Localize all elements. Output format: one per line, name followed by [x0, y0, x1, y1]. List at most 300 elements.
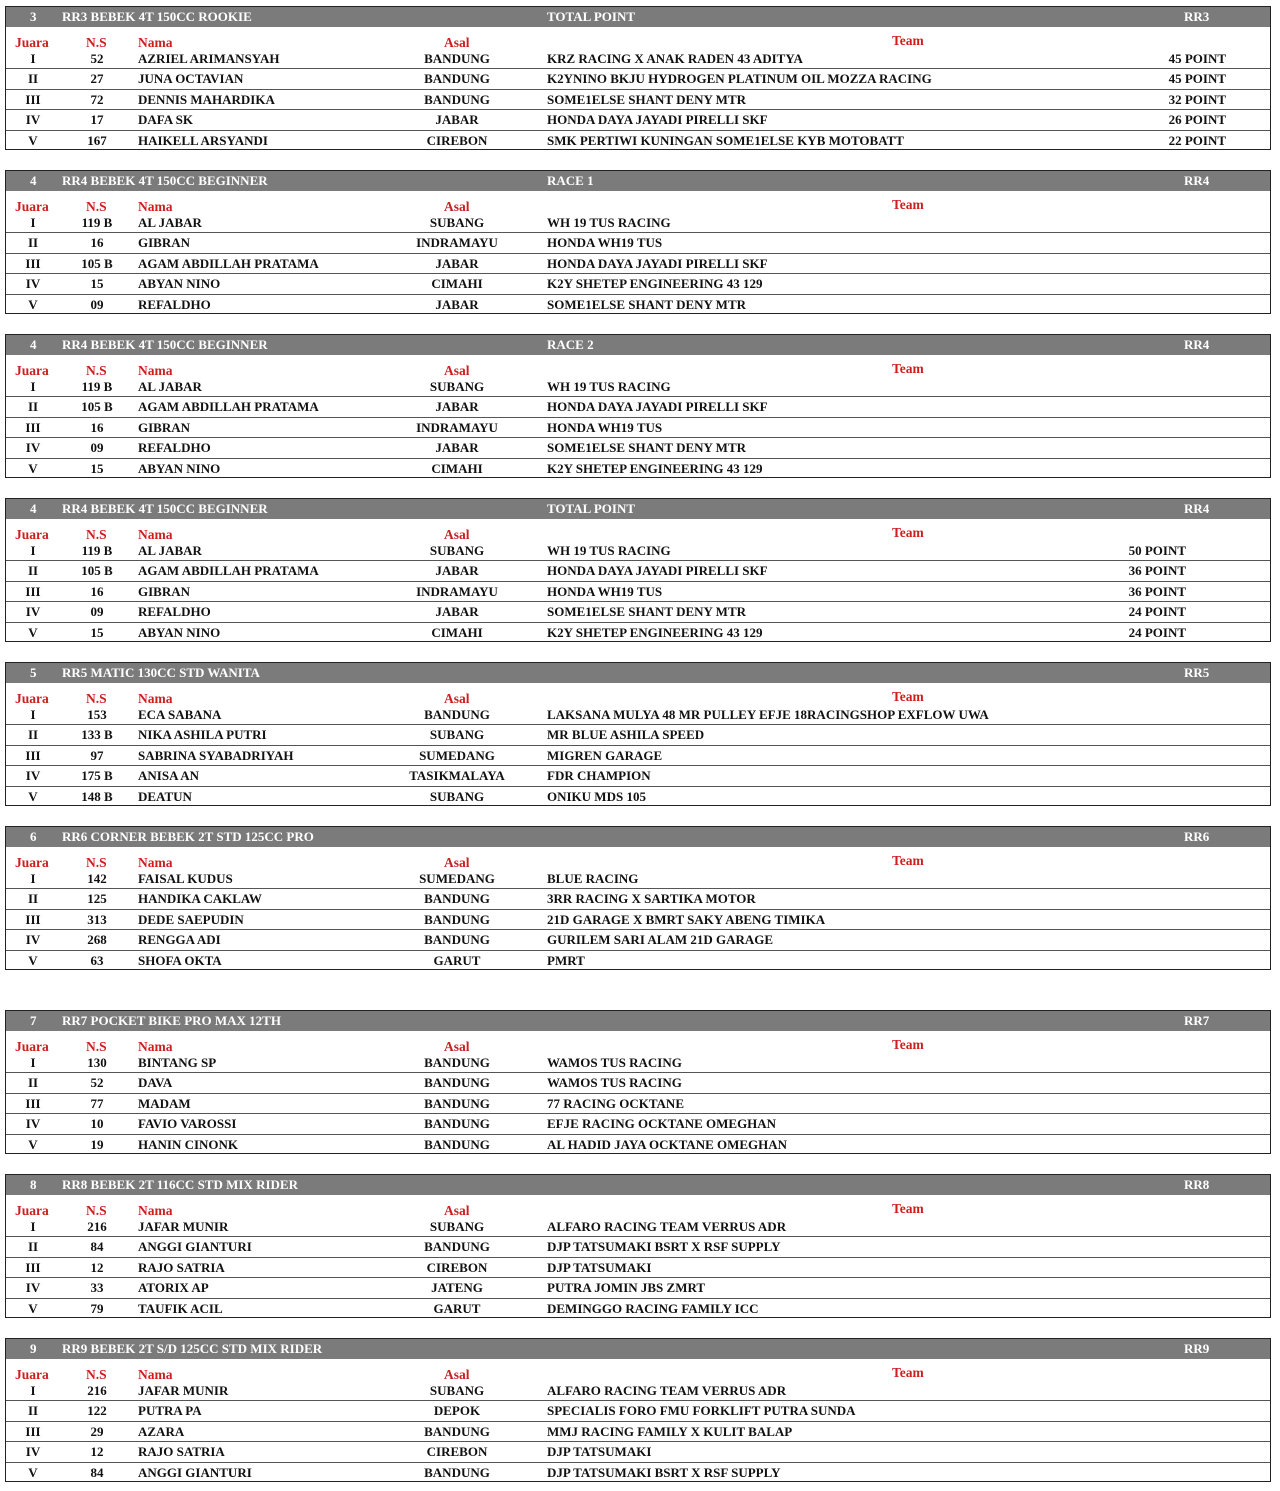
rider-name-cell: SHOFA OKTA: [138, 952, 222, 968]
rider-name-cell: GIBRAN: [138, 583, 191, 599]
origin-cell: GARUT: [433, 1300, 481, 1316]
start-number-cell: 15: [90, 624, 104, 640]
origin-cell: SUMEDANG: [419, 871, 495, 886]
team-cell: LAKSANA MULYA 48 MR PULLEY EFJE 18RACINGSHOP EXFLOW UWA: [547, 707, 989, 722]
origin-cell: CIREBON: [426, 1444, 488, 1460]
rider-name-cell: AGAM ABDILLAH PRATAMA: [138, 563, 319, 579]
points-cell: 22 POINT: [1168, 132, 1226, 148]
table-row: [6, 295, 1270, 315]
origin-cell: TASIKMALAYA: [409, 768, 505, 784]
class-number: 5: [30, 665, 37, 680]
rank-cell: IV: [25, 276, 41, 292]
class-number: 4: [30, 501, 37, 516]
start-number-cell: 125: [87, 891, 107, 907]
column-header-team: Team: [892, 197, 924, 212]
rider-name-cell: DAVA: [138, 1075, 173, 1091]
rider-name-cell: ABYAN NINO: [138, 624, 221, 640]
origin-cell: SUBANG: [429, 1219, 485, 1234]
rank-cell: I: [30, 1383, 36, 1398]
rank-cell: I: [30, 1219, 36, 1234]
column-header-ns: N.S: [86, 1367, 107, 1382]
class-code: RR4: [1184, 337, 1210, 352]
rider-name-cell: FAISAL KUDUS: [138, 871, 233, 886]
team-cell: ALFARO RACING TEAM VERRUS ADR: [547, 1383, 787, 1398]
start-number-cell: 142: [87, 871, 107, 886]
rank-cell: III: [25, 419, 41, 435]
points-cell: 45 POINT: [1168, 71, 1226, 87]
column-headers: [6, 1031, 1270, 1053]
start-number-cell: 09: [90, 440, 104, 456]
rider-name-cell: HANIN CINONK: [138, 1136, 239, 1152]
table-row: [6, 233, 1270, 253]
start-number-cell: 63: [90, 952, 104, 968]
team-cell: K2YNINO BKJU HYDROGEN PLATINUM OIL MOZZA RACING: [547, 71, 932, 87]
rank-cell: II: [27, 891, 39, 907]
class-title: RR4 BEBEK 4T 150CC BEGINNER: [62, 173, 268, 188]
class-code: RR8: [1184, 1177, 1210, 1192]
race-label: TOTAL POINT: [547, 9, 636, 24]
table-row: [6, 889, 1270, 909]
rider-name-cell: HANDIKA CAKLAW: [138, 891, 262, 907]
start-number-cell: 77: [90, 1095, 104, 1111]
column-header-juara: Juara: [15, 855, 49, 870]
rider-name-cell: AZARA: [138, 1423, 185, 1439]
team-cell: HONDA DAYA JAYADI PIRELLI SKF: [547, 399, 768, 415]
column-header-juara: Juara: [15, 1039, 49, 1054]
origin-cell: CIREBON: [426, 132, 488, 148]
table-row: [6, 705, 1270, 725]
table-row: [6, 110, 1270, 130]
column-headers: [6, 1359, 1270, 1381]
table-row: [6, 459, 1270, 479]
table-row: [6, 1381, 1270, 1401]
rank-cell: V: [28, 1300, 38, 1316]
column-header-team: Team: [892, 1365, 924, 1380]
rank-cell: III: [25, 1095, 41, 1111]
start-number-cell: 105 B: [81, 399, 113, 415]
rider-name-cell: ANISA AN: [138, 768, 200, 784]
origin-cell: CIMAHI: [431, 624, 483, 640]
rank-cell: I: [30, 379, 36, 394]
start-number-cell: 15: [90, 276, 104, 292]
column-headers: [6, 27, 1270, 49]
rider-name-cell: AGAM ABDILLAH PRATAMA: [138, 255, 319, 271]
rank-cell: II: [27, 399, 39, 415]
rider-name-cell: JUNA OCTAVIAN: [138, 71, 244, 87]
rider-name-cell: TAUFIK ACIL: [138, 1300, 223, 1316]
start-number-cell: 52: [90, 1075, 104, 1091]
column-headers: [6, 355, 1270, 377]
start-number-cell: 33: [90, 1280, 104, 1296]
class-code: RR9: [1184, 1341, 1210, 1356]
class-title: RR4 BEBEK 4T 150CC BEGINNER: [62, 337, 268, 352]
column-header-ns: N.S: [86, 1203, 107, 1218]
origin-cell: SUBANG: [429, 788, 485, 804]
start-number-cell: 84: [90, 1239, 104, 1255]
team-cell: FDR CHAMPION: [547, 768, 651, 784]
rank-cell: III: [25, 747, 41, 763]
column-header-asal: Asal: [444, 855, 470, 870]
origin-cell: BANDUNG: [424, 932, 490, 948]
rank-cell: I: [30, 51, 36, 66]
rank-cell: III: [25, 1423, 41, 1439]
rank-cell: I: [30, 871, 36, 886]
column-header-asal: Asal: [444, 527, 470, 542]
rider-name-cell: REFALDHO: [138, 296, 211, 312]
column-header-team: Team: [892, 1037, 924, 1052]
rider-name-cell: HAIKELL ARSYANDI: [138, 132, 268, 148]
column-header-ns: N.S: [86, 363, 107, 378]
table-row: [6, 1258, 1270, 1278]
start-number-cell: 12: [90, 1259, 104, 1275]
table-row: [6, 377, 1270, 397]
team-cell: WAMOS TUS RACING: [547, 1075, 682, 1091]
table-row: [6, 766, 1270, 786]
column-headers: [6, 1195, 1270, 1217]
team-cell: K2Y SHETEP ENGINEERING 43 129: [547, 624, 763, 640]
start-number-cell: 09: [90, 604, 104, 620]
points-cell: 36 POINT: [1128, 563, 1186, 579]
origin-cell: JABAR: [435, 604, 479, 620]
team-cell: HONDA WH19 TUS: [547, 583, 663, 599]
origin-cell: JABAR: [435, 255, 479, 271]
rider-name-cell: ANGGI GIANTURI: [138, 1239, 252, 1255]
team-cell: 77 RACING OCKTANE: [547, 1095, 684, 1111]
table-header-bar: [6, 1011, 1270, 1031]
column-header-nama: Nama: [138, 1203, 173, 1218]
team-cell: PUTRA JOMIN JBS ZMRT: [547, 1280, 706, 1296]
team-cell: PMRT: [547, 952, 585, 968]
rider-name-cell: GIBRAN: [138, 235, 191, 251]
class-code: RR3: [1184, 9, 1210, 24]
column-header-asal: Asal: [444, 691, 470, 706]
column-header-ns: N.S: [86, 35, 107, 50]
column-header-nama: Nama: [138, 1039, 173, 1054]
table-row: [6, 213, 1270, 233]
rider-name-cell: ANGGI GIANTURI: [138, 1464, 252, 1480]
origin-cell: JABAR: [435, 440, 479, 456]
table-header-bar: [6, 1339, 1270, 1359]
team-cell: BLUE RACING: [547, 871, 639, 886]
column-header-ns: N.S: [86, 527, 107, 542]
class-title: RR4 BEBEK 4T 150CC BEGINNER: [62, 501, 268, 516]
team-cell: GURILEM SARI ALAM 21D GARAGE: [547, 932, 774, 948]
class-code: RR4: [1184, 173, 1210, 188]
table-row: [6, 1094, 1270, 1114]
rank-cell: V: [28, 460, 38, 476]
rank-cell: II: [27, 727, 39, 743]
table-header-bar: [6, 663, 1270, 683]
table-row: [6, 951, 1270, 971]
origin-cell: BANDUNG: [424, 707, 490, 722]
team-cell: MMJ RACING FAMILY X KULIT BALAP: [547, 1423, 793, 1439]
team-cell: HONDA WH19 TUS: [547, 419, 663, 435]
points-cell: 36 POINT: [1128, 583, 1186, 599]
points-cell: 24 POINT: [1128, 624, 1186, 640]
column-header-nama: Nama: [138, 35, 173, 50]
rider-name-cell: NIKA ASHILA PUTRI: [138, 727, 267, 743]
team-cell: MIGREN GARAGE: [547, 747, 663, 763]
team-cell: K2Y SHETEP ENGINEERING 43 129: [547, 460, 763, 476]
results-table: [5, 662, 1271, 806]
team-cell: K2Y SHETEP ENGINEERING 43 129: [547, 276, 763, 292]
table-row: [6, 131, 1270, 151]
column-header-juara: Juara: [15, 691, 49, 706]
start-number-cell: 216: [87, 1219, 107, 1234]
start-number-cell: 133 B: [81, 727, 113, 743]
origin-cell: CIMAHI: [431, 460, 483, 476]
results-table: [5, 6, 1271, 150]
points-cell: 26 POINT: [1168, 112, 1226, 128]
start-number-cell: 17: [90, 112, 104, 128]
rank-cell: III: [25, 583, 41, 599]
origin-cell: INDRAMAYU: [416, 583, 498, 599]
team-cell: KRZ RACING X ANAK RADEN 43 ADITYA: [547, 51, 803, 66]
start-number-cell: 16: [90, 419, 104, 435]
origin-cell: BANDUNG: [424, 1239, 490, 1255]
team-cell: ALFARO RACING TEAM VERRUS ADR: [547, 1219, 787, 1234]
table-row: [6, 49, 1270, 69]
column-header-ns: N.S: [86, 1039, 107, 1054]
rank-cell: I: [30, 1055, 36, 1070]
rank-cell: IV: [25, 440, 41, 456]
column-header-asal: Asal: [444, 1039, 470, 1054]
table-header-bar: [6, 827, 1270, 847]
start-number-cell: 313: [87, 911, 107, 927]
start-number-cell: 119 B: [81, 215, 113, 230]
rider-name-cell: RAJO SATRIA: [138, 1259, 225, 1275]
class-title: RR6 CORNER BEBEK 2T STD 125CC PRO: [62, 829, 314, 844]
results-table: [5, 334, 1271, 478]
class-title: RR7 POCKET BIKE PRO MAX 12TH: [62, 1013, 281, 1028]
team-cell: HONDA WH19 TUS: [547, 235, 663, 251]
table-header-bar: [6, 7, 1270, 27]
start-number-cell: 15: [90, 460, 104, 476]
table-row: [6, 438, 1270, 458]
rank-cell: II: [27, 1239, 39, 1255]
rank-cell: II: [27, 563, 39, 579]
race-label: RACE 1: [547, 173, 594, 188]
rider-name-cell: AL JABAR: [138, 543, 202, 558]
column-header-team: Team: [892, 361, 924, 376]
rider-name-cell: RENGGA ADI: [138, 932, 221, 948]
table-row: [6, 418, 1270, 438]
start-number-cell: 52: [90, 51, 104, 66]
rider-name-cell: REFALDHO: [138, 440, 211, 456]
column-header-asal: Asal: [444, 1203, 470, 1218]
column-headers: [6, 683, 1270, 705]
start-number-cell: 148 B: [81, 788, 113, 804]
start-number-cell: 79: [90, 1300, 104, 1316]
table-row: [6, 1442, 1270, 1462]
start-number-cell: 105 B: [81, 563, 113, 579]
rank-cell: III: [25, 91, 41, 107]
team-cell: DJP TATSUMAKI BSRT X RSF SUPPLY: [547, 1464, 781, 1480]
table-row: [6, 602, 1270, 622]
origin-cell: DEPOK: [433, 1403, 481, 1419]
rank-cell: I: [30, 215, 36, 230]
table-row: [6, 1299, 1270, 1319]
table-row: [6, 1217, 1270, 1237]
column-header-team: Team: [892, 525, 924, 540]
rider-name-cell: ECA SABANA: [138, 707, 222, 722]
column-header-ns: N.S: [86, 855, 107, 870]
table-row: [6, 541, 1270, 561]
rider-name-cell: FAVIO VAROSSI: [138, 1116, 237, 1132]
column-header-nama: Nama: [138, 1367, 173, 1382]
origin-cell: GARUT: [433, 952, 481, 968]
rider-name-cell: JAFAR MUNIR: [138, 1383, 229, 1398]
results-table: [5, 498, 1271, 642]
column-header-team: Team: [892, 1201, 924, 1216]
rank-cell: V: [28, 132, 38, 148]
table-row: [6, 746, 1270, 766]
class-code: RR7: [1184, 1013, 1210, 1028]
table-row: [6, 254, 1270, 274]
origin-cell: BANDUNG: [424, 51, 490, 66]
start-number-cell: 10: [90, 1116, 104, 1132]
rider-name-cell: AZRIEL ARIMANSYAH: [138, 51, 280, 66]
team-cell: WAMOS TUS RACING: [547, 1055, 682, 1070]
table-header-bar: [6, 1175, 1270, 1195]
team-cell: DEMINGGO RACING FAMILY ICC: [547, 1300, 759, 1316]
class-title: RR9 BEBEK 2T S/D 125CC STD MIX RIDER: [62, 1341, 323, 1356]
table-row: [6, 1278, 1270, 1298]
column-header-juara: Juara: [15, 1367, 49, 1382]
column-header-team: Team: [892, 33, 924, 48]
origin-cell: BANDUNG: [424, 911, 490, 927]
rider-name-cell: DEATUN: [138, 788, 192, 804]
table-row: [6, 1135, 1270, 1155]
rider-name-cell: PUTRA PA: [138, 1403, 202, 1419]
rank-cell: IV: [25, 1116, 41, 1132]
team-cell: 21D GARAGE X BMRT SAKY ABENG TIMIKA: [547, 911, 826, 927]
team-cell: WH 19 TUS RACING: [547, 215, 671, 230]
rank-cell: V: [28, 788, 38, 804]
rank-cell: IV: [25, 932, 41, 948]
team-cell: DJP TATSUMAKI: [547, 1259, 652, 1275]
rank-cell: V: [28, 624, 38, 640]
origin-cell: SUBANG: [429, 215, 485, 230]
origin-cell: SUBANG: [429, 379, 485, 394]
start-number-cell: 72: [90, 91, 104, 107]
column-header-juara: Juara: [15, 1203, 49, 1218]
results-table: [5, 826, 1271, 970]
points-cell: 50 POINT: [1128, 543, 1186, 558]
start-number-cell: 16: [90, 583, 104, 599]
start-number-cell: 27: [90, 71, 104, 87]
start-number-cell: 216: [87, 1383, 107, 1398]
team-cell: HONDA DAYA JAYADI PIRELLI SKF: [547, 563, 768, 579]
team-cell: EFJE RACING OCKTANE OMEGHAN: [547, 1116, 777, 1132]
origin-cell: BANDUNG: [424, 1095, 490, 1111]
start-number-cell: 153: [87, 707, 107, 722]
class-title: RR5 MATIC 130CC STD WANITA: [62, 665, 260, 680]
start-number-cell: 84: [90, 1464, 104, 1480]
results-table: [5, 1338, 1271, 1482]
class-code: RR6: [1184, 829, 1210, 844]
column-header-ns: N.S: [86, 691, 107, 706]
rank-cell: III: [25, 911, 41, 927]
rider-name-cell: ABYAN NINO: [138, 460, 221, 476]
class-number: 9: [30, 1341, 37, 1356]
start-number-cell: 130: [87, 1055, 107, 1070]
origin-cell: JABAR: [435, 399, 479, 415]
column-headers: [6, 191, 1270, 213]
rank-cell: IV: [25, 604, 41, 620]
points-cell: 32 POINT: [1168, 91, 1226, 107]
origin-cell: CIMAHI: [431, 276, 483, 292]
origin-cell: BANDUNG: [424, 1055, 490, 1070]
table-row: [6, 623, 1270, 643]
rank-cell: IV: [25, 1444, 41, 1460]
table-header-bar: [6, 335, 1270, 355]
points-cell: 45 POINT: [1168, 51, 1226, 66]
origin-cell: BANDUNG: [424, 91, 490, 107]
rider-name-cell: GIBRAN: [138, 419, 191, 435]
rank-cell: IV: [25, 112, 41, 128]
class-code: RR4: [1184, 501, 1210, 516]
rank-cell: II: [27, 235, 39, 251]
origin-cell: SUBANG: [429, 727, 485, 743]
table-row: [6, 1114, 1270, 1134]
rider-name-cell: MADAM: [138, 1095, 191, 1111]
table-row: [6, 561, 1270, 581]
table-row: [6, 274, 1270, 294]
results-table: [5, 1174, 1271, 1318]
rider-name-cell: BINTANG SP: [138, 1055, 217, 1070]
table-header-bar: [6, 171, 1270, 191]
origin-cell: SUMEDANG: [419, 747, 495, 763]
rank-cell: II: [27, 1075, 39, 1091]
rider-name-cell: RAJO SATRIA: [138, 1444, 225, 1460]
column-header-nama: Nama: [138, 855, 173, 870]
start-number-cell: 09: [90, 296, 104, 312]
rank-cell: IV: [25, 1280, 41, 1296]
table-row: [6, 69, 1270, 89]
rank-cell: III: [25, 1259, 41, 1275]
rank-cell: V: [28, 296, 38, 312]
rank-cell: III: [25, 255, 41, 271]
origin-cell: SUBANG: [429, 543, 485, 558]
origin-cell: BANDUNG: [424, 891, 490, 907]
origin-cell: JABAR: [435, 112, 479, 128]
start-number-cell: 122: [87, 1403, 107, 1419]
origin-cell: BANDUNG: [424, 1075, 490, 1091]
rider-name-cell: AL JABAR: [138, 215, 202, 230]
start-number-cell: 16: [90, 235, 104, 251]
start-number-cell: 268: [87, 932, 107, 948]
column-header-asal: Asal: [444, 363, 470, 378]
rank-cell: V: [28, 952, 38, 968]
class-number: 6: [30, 829, 37, 844]
column-headers: [6, 847, 1270, 869]
table-row: [6, 1463, 1270, 1483]
race-label: TOTAL POINT: [547, 501, 636, 516]
team-cell: DJP TATSUMAKI BSRT X RSF SUPPLY: [547, 1239, 781, 1255]
column-headers: [6, 519, 1270, 541]
origin-cell: SUBANG: [429, 1383, 485, 1398]
class-number: 4: [30, 173, 37, 188]
start-number-cell: 19: [90, 1136, 104, 1152]
table-row: [6, 90, 1270, 110]
origin-cell: BANDUNG: [424, 71, 490, 87]
column-header-juara: Juara: [15, 527, 49, 542]
column-header-asal: Asal: [444, 1367, 470, 1382]
results-table: [5, 170, 1271, 314]
start-number-cell: 12: [90, 1444, 104, 1460]
origin-cell: BANDUNG: [424, 1136, 490, 1152]
